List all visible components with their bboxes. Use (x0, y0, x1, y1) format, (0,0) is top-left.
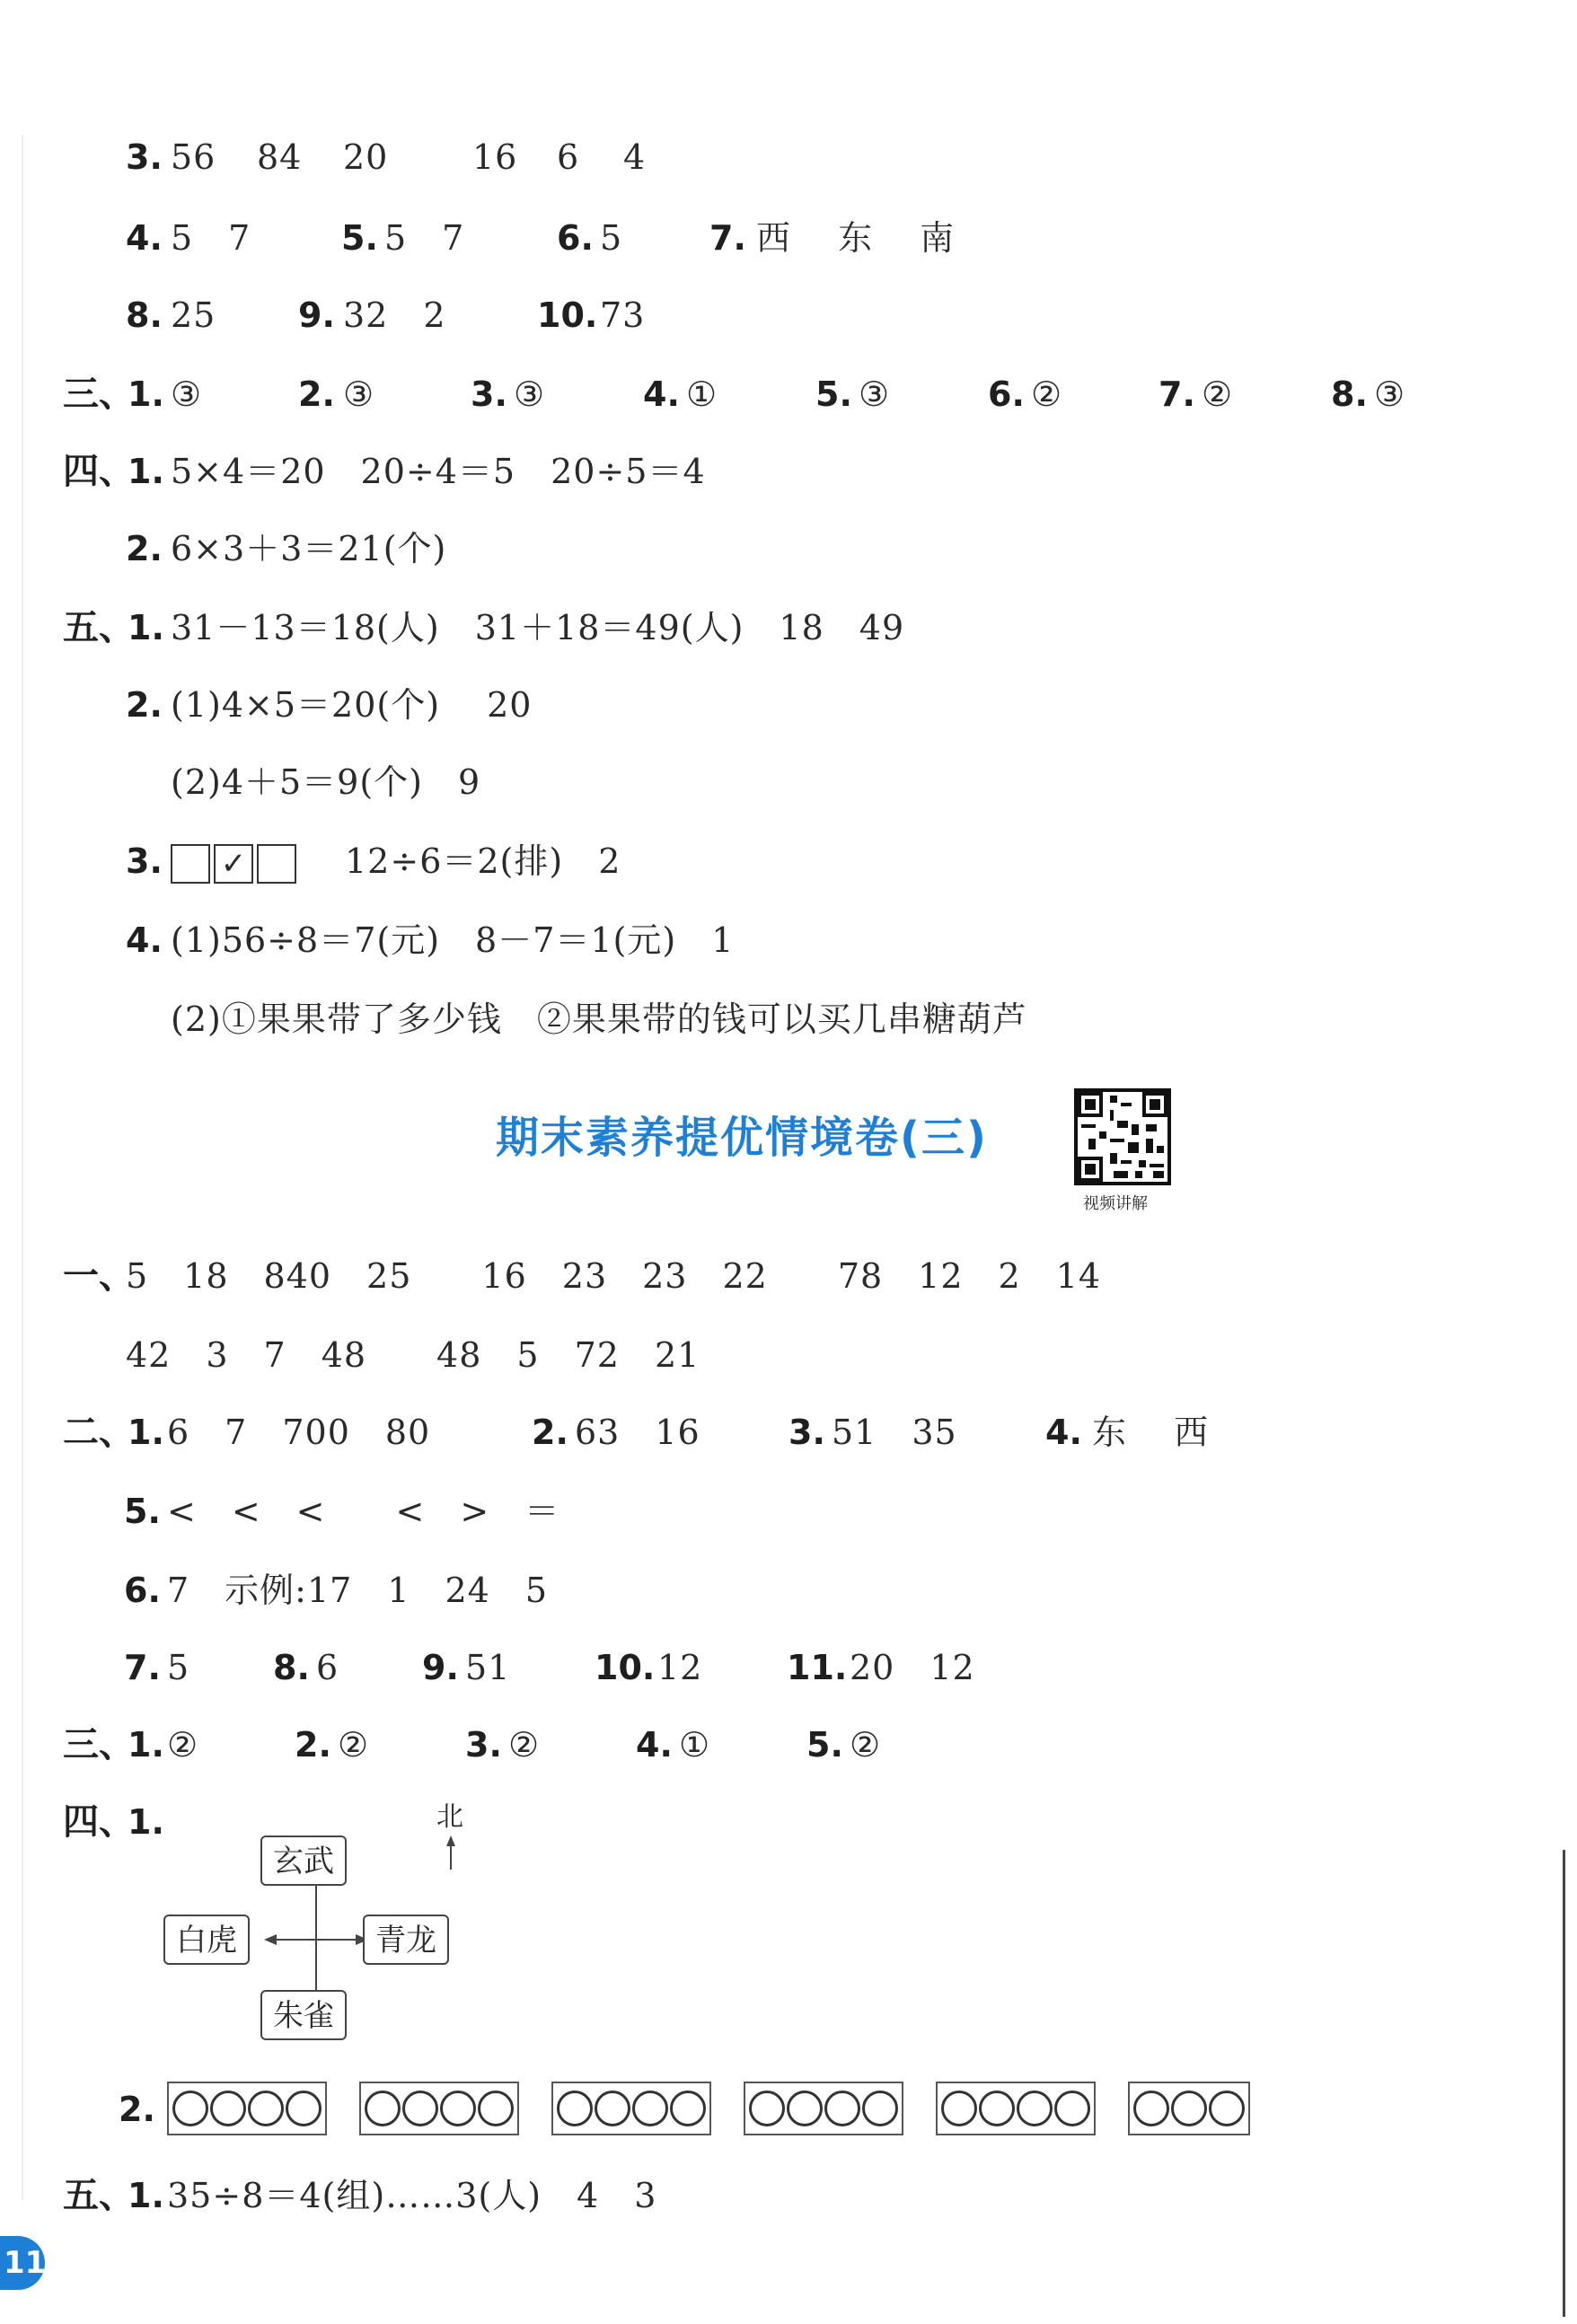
item-number: 1. (128, 2176, 164, 2215)
answer-value: 西 东 南 (756, 218, 956, 258)
section-label: 三、 (63, 1724, 135, 1765)
qr-caption: 视频讲解 (1083, 1194, 1148, 1213)
answer-value: 5 7 (384, 218, 465, 258)
answer-value: 20 12 (850, 1648, 975, 1687)
answer-value: 5 7 (171, 218, 251, 258)
answer-value: 56 (171, 137, 216, 177)
item-number: 5. (806, 1725, 843, 1765)
item-number: 1. (128, 1802, 164, 1842)
circle-icon (248, 2091, 284, 2126)
answer-value: 63 16 (575, 1413, 700, 1452)
section-label: 三、 (63, 374, 135, 415)
item-number: 8. (1331, 374, 1368, 414)
item-number: 2. (532, 1413, 568, 1452)
compass-node-north: 玄武 (260, 1835, 347, 1886)
item-number: 10. (537, 295, 598, 335)
item-number: 2. (119, 2090, 155, 2129)
answer-value: (1)4×5＝20(个) 20 (171, 685, 533, 725)
answer-value: 东 西 (1092, 1413, 1210, 1452)
circle-group-box (551, 2082, 711, 2135)
circle-icon (632, 2091, 668, 2126)
answer-value: ① (686, 374, 718, 414)
answer-value: 20 (343, 137, 389, 177)
answer-value: ② (1031, 374, 1063, 414)
item-number: 9. (298, 295, 335, 335)
circle-icon (440, 2091, 476, 2126)
item-number: 10. (595, 1648, 656, 1687)
north-label: 北 (436, 1801, 463, 1833)
circle-icon (478, 2091, 514, 2126)
answer-value: 51 (465, 1648, 511, 1687)
circle-icon (595, 2091, 630, 2126)
circle-icon (824, 2091, 860, 2126)
section-label: 一、 (63, 1255, 135, 1297)
answer-value: 35÷8＝4(组)……3(人) 4 3 (167, 2176, 657, 2215)
answer-value: ② (338, 1725, 370, 1765)
item-number: 2. (126, 529, 163, 568)
item-number: 5. (124, 1492, 161, 1531)
circle-icon (1017, 2091, 1053, 2126)
circle-icon (1054, 2091, 1090, 2126)
item-number: 7. (124, 1648, 161, 1687)
circle-icon (365, 2091, 401, 2126)
item-number: 4. (643, 374, 680, 414)
answer-value: 4 (623, 137, 647, 177)
compass-node-east: 青龙 (363, 1915, 449, 1965)
answer-value: ② (167, 1725, 199, 1765)
answer-value: 12÷6＝2(排) 2 (345, 841, 621, 881)
answer-value: ③ (859, 374, 891, 414)
circle-icon (979, 2091, 1015, 2126)
circle-icon (1133, 2091, 1169, 2126)
circle-icon (862, 2091, 898, 2126)
answer-value: ③ (343, 374, 375, 414)
answer-value: 16 (472, 137, 518, 177)
compass-node-south: 朱雀 (260, 1990, 347, 2040)
answer-value: (2)4＋5＝9(个) 9 (171, 762, 481, 802)
item-number: 9. (422, 1648, 459, 1687)
section-label: 五、 (63, 2175, 135, 2216)
item-number: 11. (787, 1648, 848, 1687)
item-number: 5. (815, 374, 852, 414)
circle-group-box (167, 2082, 327, 2135)
circle-icon (749, 2091, 785, 2126)
answer-value: 6×3＋3＝21(个) (171, 529, 447, 568)
answer-value: 5×4＝20 20÷4＝5 20÷5＝4 (171, 452, 706, 491)
answer-value: 5 (600, 218, 623, 258)
item-number: 1. (128, 452, 164, 491)
answer-value: ③ (171, 374, 203, 414)
item-number: 6. (557, 218, 594, 258)
answer-value: 6 (316, 1648, 339, 1687)
item-number: 1. (128, 608, 164, 647)
item-number: 2. (126, 685, 163, 725)
item-number: 2. (295, 1725, 331, 1765)
circle-icon (941, 2091, 977, 2126)
circle-icon (787, 2091, 823, 2126)
answer-value: ② (850, 1725, 882, 1765)
section-label: 二、 (63, 1412, 135, 1453)
answer-value: ① (679, 1725, 711, 1765)
page-number: 11 (0, 2236, 45, 2290)
answer-value: 31－13＝18(人) 31＋18＝49(人) 18 49 (171, 608, 905, 647)
answer-value: ② (1202, 374, 1234, 414)
answer-box-checked: ✓ (214, 844, 253, 884)
circle-icon (286, 2091, 322, 2126)
circle-icon (210, 2091, 246, 2126)
answer-value: 84 (257, 137, 303, 177)
item-number: 2. (298, 374, 335, 414)
circle-icon (172, 2091, 208, 2126)
section-label: 五、 (63, 607, 135, 648)
circle-icon (557, 2091, 593, 2126)
compass-node-west: 白虎 (163, 1915, 250, 1965)
section-label: 四、 (63, 1801, 135, 1843)
answer-value: 32 2 (343, 295, 446, 335)
item-number: 4. (126, 920, 163, 960)
answer-value: 5 18 840 25 16 23 23 22 78 12 2 14 (126, 1256, 1102, 1296)
answer-value: (1)56÷8＝7(元) 8－7＝1(元) 1 (171, 920, 735, 960)
item-number: 6. (988, 374, 1025, 414)
circle-group-box (1128, 2082, 1250, 2135)
item-number: 8. (273, 1648, 310, 1687)
item-number: 1. (128, 374, 164, 414)
answer-value: 51 35 (832, 1413, 957, 1452)
item-number: 1. (128, 1413, 164, 1452)
answer-value: ③ (1374, 374, 1406, 414)
answer-value: 7 示例:17 1 24 5 (167, 1571, 549, 1610)
answer-value: 42 3 7 48 48 5 72 21 (126, 1335, 700, 1375)
item-number: 5. (341, 218, 378, 258)
answer-value: ③ (514, 374, 546, 414)
circle-group-box (744, 2082, 903, 2135)
item-number: 3. (465, 1725, 502, 1765)
answer-value: 5 (167, 1648, 190, 1687)
item-number: 4. (126, 218, 163, 258)
item-number: 8. (126, 295, 163, 335)
item-number: 7. (1159, 374, 1195, 414)
circle-icon (1171, 2091, 1207, 2126)
circle-icon (1209, 2091, 1245, 2126)
item-number: 6. (124, 1571, 161, 1610)
answer-value: 12 (657, 1648, 703, 1687)
circle-group-box (936, 2082, 1096, 2135)
answer-value: < < < < > ＝ (167, 1492, 560, 1531)
item-number: 3. (471, 374, 507, 414)
answer-value: 6 7 700 80 (167, 1413, 431, 1452)
circle-group-box (359, 2082, 519, 2135)
exam-title: 期末素养提优情境卷(三) (496, 1113, 988, 1163)
item-number: 3. (788, 1413, 825, 1452)
section-label: 四、 (63, 451, 135, 492)
answer-value: ② (508, 1725, 541, 1765)
item-number: 4. (636, 1725, 673, 1765)
answer-value: 25 (171, 295, 216, 335)
item-number: 1. (128, 1725, 164, 1765)
item-number: 3. (126, 841, 163, 881)
item-number: 4. (1045, 1413, 1082, 1452)
circle-icon (402, 2091, 438, 2126)
answer-value: (2)①果果带了多少钱 ②果果带的钱可以买几串糖葫芦 (171, 999, 1027, 1039)
circle-icon (670, 2091, 706, 2126)
answer-value: 6 (557, 137, 580, 177)
item-number: 7. (709, 218, 746, 258)
item-number: 3. (126, 137, 163, 177)
answer-value: 73 (600, 295, 646, 335)
